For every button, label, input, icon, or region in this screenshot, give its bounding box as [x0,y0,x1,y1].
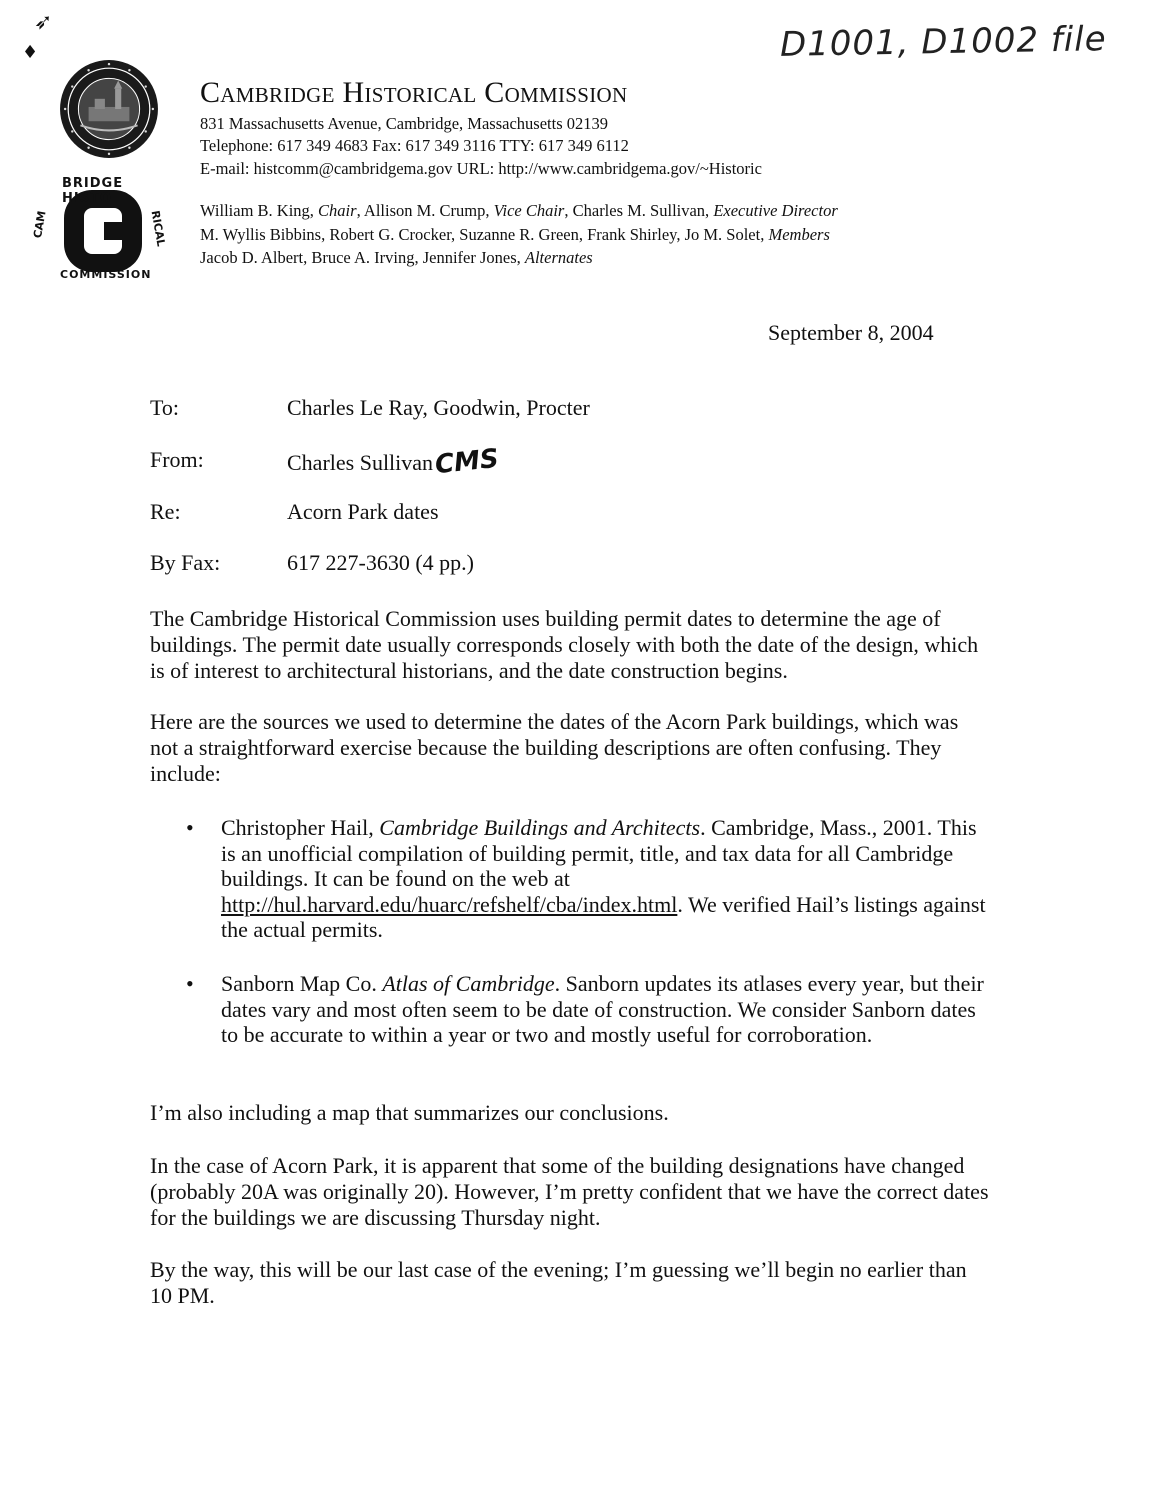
handwritten-initials: CMS [433,443,501,481]
alternates-line [200,248,593,268]
bullet-1-author: Christopher Hail, [221,815,380,840]
letter-date: September 8, 2004 [768,320,934,345]
executive-director-title: Executive Director [713,201,838,220]
from-value-line [287,443,501,481]
bullet-1-text-end: . We verified Hail’s listings against the actual permits. [221,891,986,942]
executive-director-name: , Charles M. Sullivan, [564,201,714,220]
body-paragraph-1: The Cambridge Historical Commission uses building permit dates to determine the age of buildings. The permit date usually corresponds closely with both the date of the design, which is of interest to architectural historians, and the date construction begins. [150,606,979,683]
logo-text-top: BRIDGE HISTO [62,176,124,206]
from-label: From: [150,447,204,472]
members-line [200,225,830,245]
commission-logo [30,176,168,284]
pen-mark-icon: ♦ [22,42,39,63]
logo-text-left: CAM [30,209,49,240]
alternates-title: Alternates [524,248,593,267]
alternates-names: Jacob D. Albert, Bruce A. Irving, Jennifer Jones, [200,248,525,267]
chair-title: Chair [318,201,357,220]
letterhead-email-url: E-mail: histcomm@cambridgema.gov URL: http://www.cambridgema.gov/~Historic [200,159,762,178]
members-names: M. Wyllis Bibbins, Robert G. Crocker, Suzanne R. Green, Frank Shirley, Jo M. Solet, [200,225,769,244]
body-paragraph-2: Here are the sources we used to determine the dates of the Acorn Park buildings, which was not a straightforward exercise because the building descriptions are often confusing. They include: [150,709,959,786]
fax-label: By Fax: [150,550,221,575]
bullet-2-author: Sanborn Map Co. [221,971,383,996]
bullet-1-text: . Cambridge, Mass., 2001. This is an unofficial compilation of building permit, title, and tax data for all Cambridge buildings. It can be found on the web at [221,815,977,891]
fax-value: 617 227-3630 (4 pp.) [287,550,474,575]
bullet-item-hail [221,815,991,943]
letterhead-address: 831 Massachusetts Avenue, Cambridge, Massachusetts 02139 [200,114,609,133]
re-value: Acorn Park dates [287,499,439,524]
bullet-2-text: . Sanborn updates its atlases every year, but their dates vary and most often seem to be date of construction. We consider Sanborn dates to be accurate to within a year or two and mostly useful for corroboration. [221,971,984,1047]
from-value: Charles Sullivan [287,450,434,475]
members-title: Members [768,225,830,244]
bullet-icon: • [186,815,194,840]
to-value: Charles Le Ray, Goodwin, Procter [287,395,590,420]
body-paragraph-4: In the case of Acorn Park, it is apparent that some of the building designations have changed (probably 20A was originally 20). However, I’m pretty confident that we have the correct dates for the buildings we are discussing Thursday night. [150,1153,989,1230]
bullet-1-link[interactable]: http://hul.harvard.edu/huarc/refshelf/cba/index.html [221,891,678,917]
city-seal-icon [58,58,160,160]
logo-text-right: RICAL [148,209,168,248]
pen-mark-icon: ➶ [34,10,53,35]
body-paragraph-5: By the way, this will be our last case of the evening; I’m guessing we’ll begin no earlier than 10 PM. [150,1257,967,1308]
vice-chair-name: , Allison M. Crump, [356,201,494,220]
bullet-icon: • [186,971,194,996]
officers-line [200,201,838,221]
organization-name: Cambridge Historical Commission [200,76,628,109]
bullet-item-sanborn [221,971,991,1048]
letterhead-phones: Telephone: 617 349 4683 Fax: 617 349 3116 TTY: 617 349 6112 [200,136,629,155]
body-paragraph-3: I’m also including a map that summarizes our conclusions. [150,1100,669,1125]
bullet-2-title: Atlas of Cambridge [382,971,555,996]
chair-name: William B. King, [200,201,319,220]
handwritten-file-note: D1001, D1002 file [779,19,1107,65]
logo-text-bottom: COMMISSION [60,268,152,281]
to-label: To: [150,395,180,420]
re-label: Re: [150,499,181,524]
bullet-1-title: Cambridge Buildings and Architects [379,815,701,840]
vice-chair-title: Vice Chair [493,201,565,220]
